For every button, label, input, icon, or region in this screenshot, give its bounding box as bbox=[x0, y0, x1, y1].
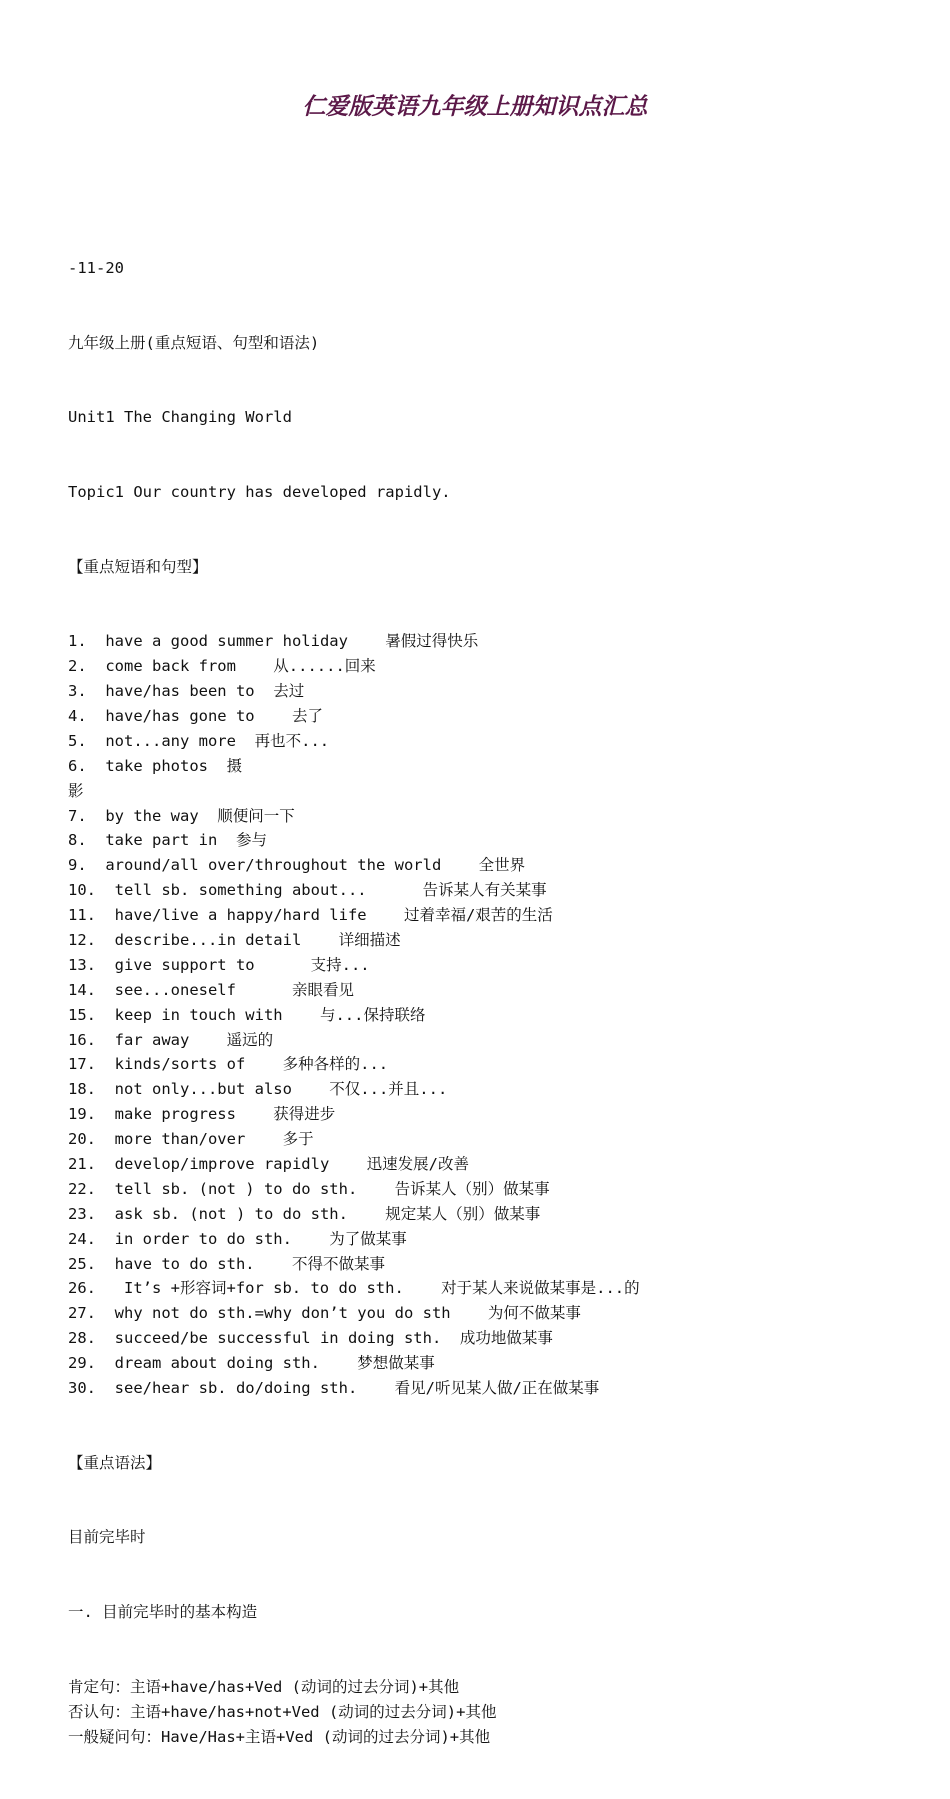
phrase-item: 17. kinds/sorts of 多种各样的... bbox=[68, 1055, 389, 1074]
phrase-item: 5. not...any more 再也不... bbox=[68, 731, 330, 750]
phrase-item: 25. have to do sth. 不得不做某事 bbox=[68, 1254, 385, 1273]
grammar-section-label: 【重点语法】 bbox=[68, 1453, 162, 1472]
phrase-item: 8. take part in 参与 bbox=[68, 831, 267, 850]
phrase-item: 19. make progress 获得进步 bbox=[68, 1105, 336, 1124]
phrase-item: 15. keep in touch with 与...保持联络 bbox=[68, 1005, 426, 1024]
phrase-list bbox=[68, 629, 928, 1401]
grammar-topic: 目前完毕时 bbox=[68, 1528, 146, 1547]
phrase-item: 23. ask sb. (not ) to do sth. 规定某人（别）做某事 bbox=[68, 1204, 541, 1223]
section-heading: 九年级上册(重点短语、句型和语法) bbox=[68, 333, 320, 352]
phrase-item: 6. take photos 摄 bbox=[68, 756, 243, 775]
phrase-item: 14. see...oneself 亲眼看见 bbox=[68, 980, 354, 999]
phrase-item: 影 bbox=[68, 781, 84, 800]
phrase-item: 20. more than/over 多于 bbox=[68, 1130, 314, 1149]
grammar-line: 肯定句：主语+have/has+Ved (动词的过去分词)+其他 bbox=[68, 1677, 460, 1696]
phrase-item: 13. give support to 支持... bbox=[68, 955, 370, 974]
phrase-item: 1. have a good summer holiday 暑假过得快乐 bbox=[68, 632, 479, 651]
phrase-item: 4. have/has gone to 去了 bbox=[68, 707, 323, 725]
unit-title: Unit1 The Changing World bbox=[68, 408, 292, 427]
grammar-line: 否认句：主语+have/has+not+Ved (动词的过去分词)+其他 bbox=[68, 1702, 497, 1721]
topic-title: Topic1 Our country has developed rapidly. bbox=[68, 482, 451, 501]
phrase-item: 2. come back from 从......回来 bbox=[68, 657, 376, 676]
phrase-item: 18. not only...but also 不仅...并且... bbox=[68, 1080, 448, 1099]
phrase-item: 16. far away 遥远的 bbox=[68, 1030, 274, 1049]
phrase-item: 11. have/live a happy/hard life 过着幸福/艰苦的生活 bbox=[68, 906, 553, 925]
phrase-item: 26. It’s +形容词+for sb. to do sth. 对于某人来说做某事是...的 bbox=[68, 1279, 640, 1298]
phrase-item: 29. dream about doing sth. 梦想做某事 bbox=[68, 1354, 435, 1373]
grammar-heading: 一. 目前完毕时的基本构造 bbox=[68, 1603, 258, 1622]
grammar-list bbox=[68, 1675, 928, 1750]
phrase-item: 12. describe...in detail 详细描述 bbox=[68, 931, 401, 950]
phrase-item: 28. succeed/be successful in doing sth. 成功地做某事 bbox=[68, 1329, 553, 1348]
phrase-item: 30. see/hear sb. do/doing sth. 看见/听见某人做/正在做某事 bbox=[68, 1379, 600, 1398]
date-line: -11-20 bbox=[68, 258, 124, 277]
phrase-item: 7. by the way 顺便问一下 bbox=[68, 806, 295, 825]
document-title: 仁爱版英语九年级上册知识点汇总 bbox=[302, 94, 648, 120]
phrases-section-label: 【重点短语和句型】 bbox=[68, 557, 208, 576]
phrase-item: 10. tell sb. something about... 告诉某人有关某事 bbox=[68, 881, 547, 900]
phrase-item: 21. develop/improve rapidly 迅速发展/改善 bbox=[68, 1155, 469, 1174]
grammar-line: 一般疑问句：Have/Has+主语+Ved (动词的过去分词)+其他 bbox=[68, 1727, 491, 1746]
phrase-item: 27. why not do sth.=why don’t you do sth 为何不做某事 bbox=[68, 1304, 581, 1323]
phrase-item: 3. have/has been to 去过 bbox=[68, 682, 305, 701]
phrase-item: 9. around/all over/throughout the world 全世界 bbox=[68, 856, 526, 875]
phrase-item: 22. tell sb. (not ) to do sth. 告诉某人（别）做某事 bbox=[68, 1179, 550, 1198]
document-body bbox=[68, 206, 928, 1799]
phrase-item: 24. in order to do sth. 为了做某事 bbox=[68, 1229, 407, 1248]
